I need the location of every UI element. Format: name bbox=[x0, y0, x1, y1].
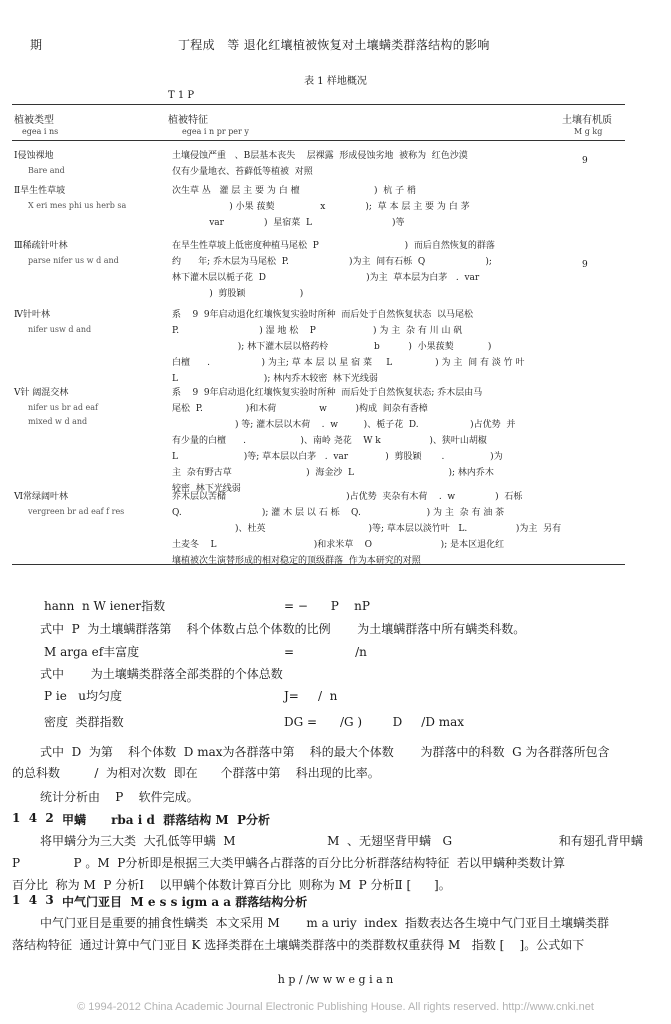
copyright-notice: © 1994-2012 China Academic Journal Electronic Publishing House. All rights reserved. http://www.cnki.net bbox=[77, 1001, 594, 1013]
section-paragraph-line: 百分比 称为 M P 分析Ⅰ 以甲螨个体数计算百分比 则称为 M P 分析Ⅱ [ ]。 bbox=[12, 878, 451, 892]
table-row-type-en: nifer us br ad eaf bbox=[28, 403, 98, 412]
table-row-desc-line: 约 年; 乔木层为马尾松 P. )为主 间有石栎 Q ); bbox=[172, 257, 492, 267]
table-row-desc-line: 林下灌木层以栀子花 D )为主 草本层为白茅 . var bbox=[172, 273, 480, 283]
formula-label: M arga ef丰富度 bbox=[44, 645, 140, 659]
section-title: 中气门亚目 M e s s igm a a 群落结构分析 bbox=[62, 895, 308, 909]
section-paragraph-line: P P 。M P分析即是根据三大类甲螨各占群落的百分比分析群落结构特征 若以甲螨种类数计算 bbox=[12, 856, 565, 870]
running-title: 丁程成 等 退化红壤植被恢复对土壤螨类群落结构的影响 bbox=[178, 38, 490, 52]
table-row-desc-line: ) 等; 灌木层以木荷 . w )、栀子花 D. )占优势 并 bbox=[172, 420, 516, 430]
table-header-rule bbox=[12, 140, 625, 141]
table-row-desc-line: 乔木层以苦槠 )占优势 夹杂有木荷 . w ) 石栎 bbox=[172, 492, 523, 502]
table-row-type: Ⅲ稀疏针叶林 bbox=[14, 241, 68, 251]
table-row-type: Ⅱ旱生性草坡 bbox=[14, 186, 66, 196]
table-row-desc-line: Q. ); 灌 木 层 以 石 栎 Q. ) 为 主 杂 有 油 茶 bbox=[172, 508, 505, 518]
table-row-desc-line: )、杜英 )等; 草本层以淡竹叶 L. )为主 另有 bbox=[172, 524, 562, 534]
table-row-desc-line: 次生草 丛 灌 层 主 要 为 白 檀 ) 杭 子 梢 bbox=[172, 186, 416, 196]
footer-url: h p / /w w w e g i a n bbox=[277, 973, 394, 986]
table-title: 表 1 样地概况 bbox=[304, 76, 367, 87]
body-paragraph-line: 式中 为土壤螨类群落全部类群的个体总数 bbox=[40, 667, 283, 681]
table-title-en: T 1 P bbox=[168, 90, 195, 101]
table-row-type: Ⅰ侵蚀裸地 bbox=[14, 151, 54, 161]
table-row-desc-line: P. ) 湿 地 松 P ) 为 主 杂 有 川 山 矾 bbox=[172, 326, 463, 336]
section-paragraph-line: 中气门亚目是重要的捕食性螨类 本文采用 M m a uriy index 指数表达各生境中气门亚目土壤螨类群 bbox=[40, 916, 610, 930]
table-row-type-en: mixed w d and bbox=[28, 417, 88, 426]
table-row-om: 9 bbox=[582, 156, 588, 166]
table-row-desc-line: 有少量的白檀 . )、南岭 尧花 W k )、狭叶山胡椒 bbox=[172, 436, 487, 446]
section-title: 甲螨 rba i d 群落结构 M P分析 bbox=[62, 813, 271, 827]
table-row-desc-line: 在旱生性草坡上低密度种植马尾松 P ) 而后自然恢复的群落 bbox=[172, 241, 495, 251]
table-row-desc-line: 尾松 P. )和木荷 w )构成 间杂有香樟 bbox=[172, 404, 428, 414]
table-row-om: 9 bbox=[582, 260, 588, 270]
table-row-desc-line: 土壤侵蚀严重 、B层基本丧失 层裸露 形成侵蚀劣地 被称为 红色沙漠 bbox=[172, 151, 468, 161]
table-row-desc-line: L )等; 草本层以白茅 . var ) 剪股颖 . )为 bbox=[172, 452, 503, 462]
section-paragraph-line: 将甲螨分为三大类 大孔低等甲螨 M M 、无翅坚背甲螨 G 和有翅孔背甲螨 bbox=[40, 834, 643, 848]
formula-expression: = /n bbox=[284, 645, 367, 659]
table-row-desc-line: ) 剪股颖 ) bbox=[172, 289, 304, 299]
table-row-desc-line: 系 9 9年启动退化红壤恢复实验时所种 而后处于自然恢复状态 以马尾松 bbox=[172, 310, 474, 320]
table-row-desc-line: 白檀 . ) 为主; 草 本 层 以 星 宿 菜 L ) 为 主 间 有 淡 竹 叶 bbox=[172, 358, 525, 368]
col-header-type: 植被类型 bbox=[14, 115, 54, 126]
col-header-desc: 植被特征 bbox=[168, 115, 208, 126]
col-header-om: 土壤有机质 bbox=[562, 115, 612, 126]
formula-expression: J= / n bbox=[284, 689, 338, 703]
formula-label: hann n W iener指数 bbox=[44, 599, 166, 613]
formula-expression: = − P nP bbox=[284, 599, 370, 613]
table-row-desc-line: 壤植被次生演替形成的相对稳定的顶级群落 作为本研究的对照 bbox=[172, 556, 421, 566]
body-paragraph-line: 式中 D 为第 科个体数 D max为各群落中第 科的最大个体数 为群落中的科数 G 为各群落所包含 bbox=[40, 745, 610, 759]
table-row-desc-line: var ) 星宿菜 L )等 bbox=[172, 218, 405, 228]
formula-label: P ie u均匀度 bbox=[44, 689, 123, 703]
table-row-type: Ⅴ针 阔混交林 bbox=[14, 388, 69, 398]
col-header-desc-en: egea i n pr per y bbox=[182, 127, 249, 136]
table-row-type-en: Bare and bbox=[28, 166, 65, 175]
section-paragraph-line: 落结构特征 通过计算中气门亚目 K 选择类群在土壤螨类群落中的类群数权重获得 M 指数 [ ]。公式如下 bbox=[12, 938, 585, 952]
formula-expression: DG = /G ) D /D max bbox=[284, 715, 465, 729]
table-bottom-rule bbox=[12, 564, 625, 565]
table-row-desc-line: ); 林下灌木层以格药柃 b ) 小果菝葜 ) bbox=[172, 342, 492, 352]
col-header-om-en: M g kg bbox=[574, 127, 603, 136]
table-row-desc-line: L ); 林内乔木较密 林下光线弱 bbox=[172, 374, 378, 384]
table-row-type-en: parse nifer us w d and bbox=[28, 256, 119, 265]
table-row-desc-line: 仅有少量地衣、苔藓低等植被 对照 bbox=[172, 167, 313, 177]
col-header-type-en: egea i ns bbox=[22, 127, 59, 136]
table-row-type: Ⅵ常绿阔叶林 bbox=[14, 492, 69, 502]
table-row-type: Ⅳ针叶林 bbox=[14, 310, 50, 320]
table-row-type-en: nifer usw d and bbox=[28, 325, 92, 334]
table-row-desc-line: 主 杂有野古草 ) 海金沙 L ); 林内乔木 bbox=[172, 468, 494, 478]
table-row-desc-line: 较密 林下光线弱 bbox=[172, 484, 241, 494]
section-number: 1 4 3 bbox=[12, 893, 54, 907]
table-row-desc-line: 土麦冬 L )和求米草 O ); 是本区退化红 bbox=[172, 540, 505, 550]
body-paragraph-line: 统计分析由 P 软件完成。 bbox=[40, 790, 199, 804]
body-paragraph-line: 式中 P 为土壤螨群落第 科个体数占总个体数的比例 为土壤螨群落中所有螨类科数。 bbox=[40, 622, 526, 636]
page-number-label: 期 bbox=[30, 38, 43, 52]
table-row-type-en: vergreen br ad eaf f res bbox=[28, 507, 125, 516]
formula-label: 密度 类群指数 bbox=[44, 715, 124, 729]
table-top-rule bbox=[12, 104, 625, 105]
table-row-desc-line: ) 小果 菝葜 x ); 草 本 层 主 要 为 白 茅 bbox=[172, 202, 470, 212]
body-paragraph-line: 的总科数 / 为相对次数 即在 个群落中第 科出现的比率。 bbox=[12, 766, 380, 780]
section-number: 1 4 2 bbox=[12, 811, 54, 825]
table-row-type-en: X eri mes phi us herb sa bbox=[28, 201, 127, 210]
table-row-desc-line: 系 9 9年启动退化红壤恢复实验时所种 而后处于自然恢复状态; 乔木层由马 bbox=[172, 388, 483, 398]
